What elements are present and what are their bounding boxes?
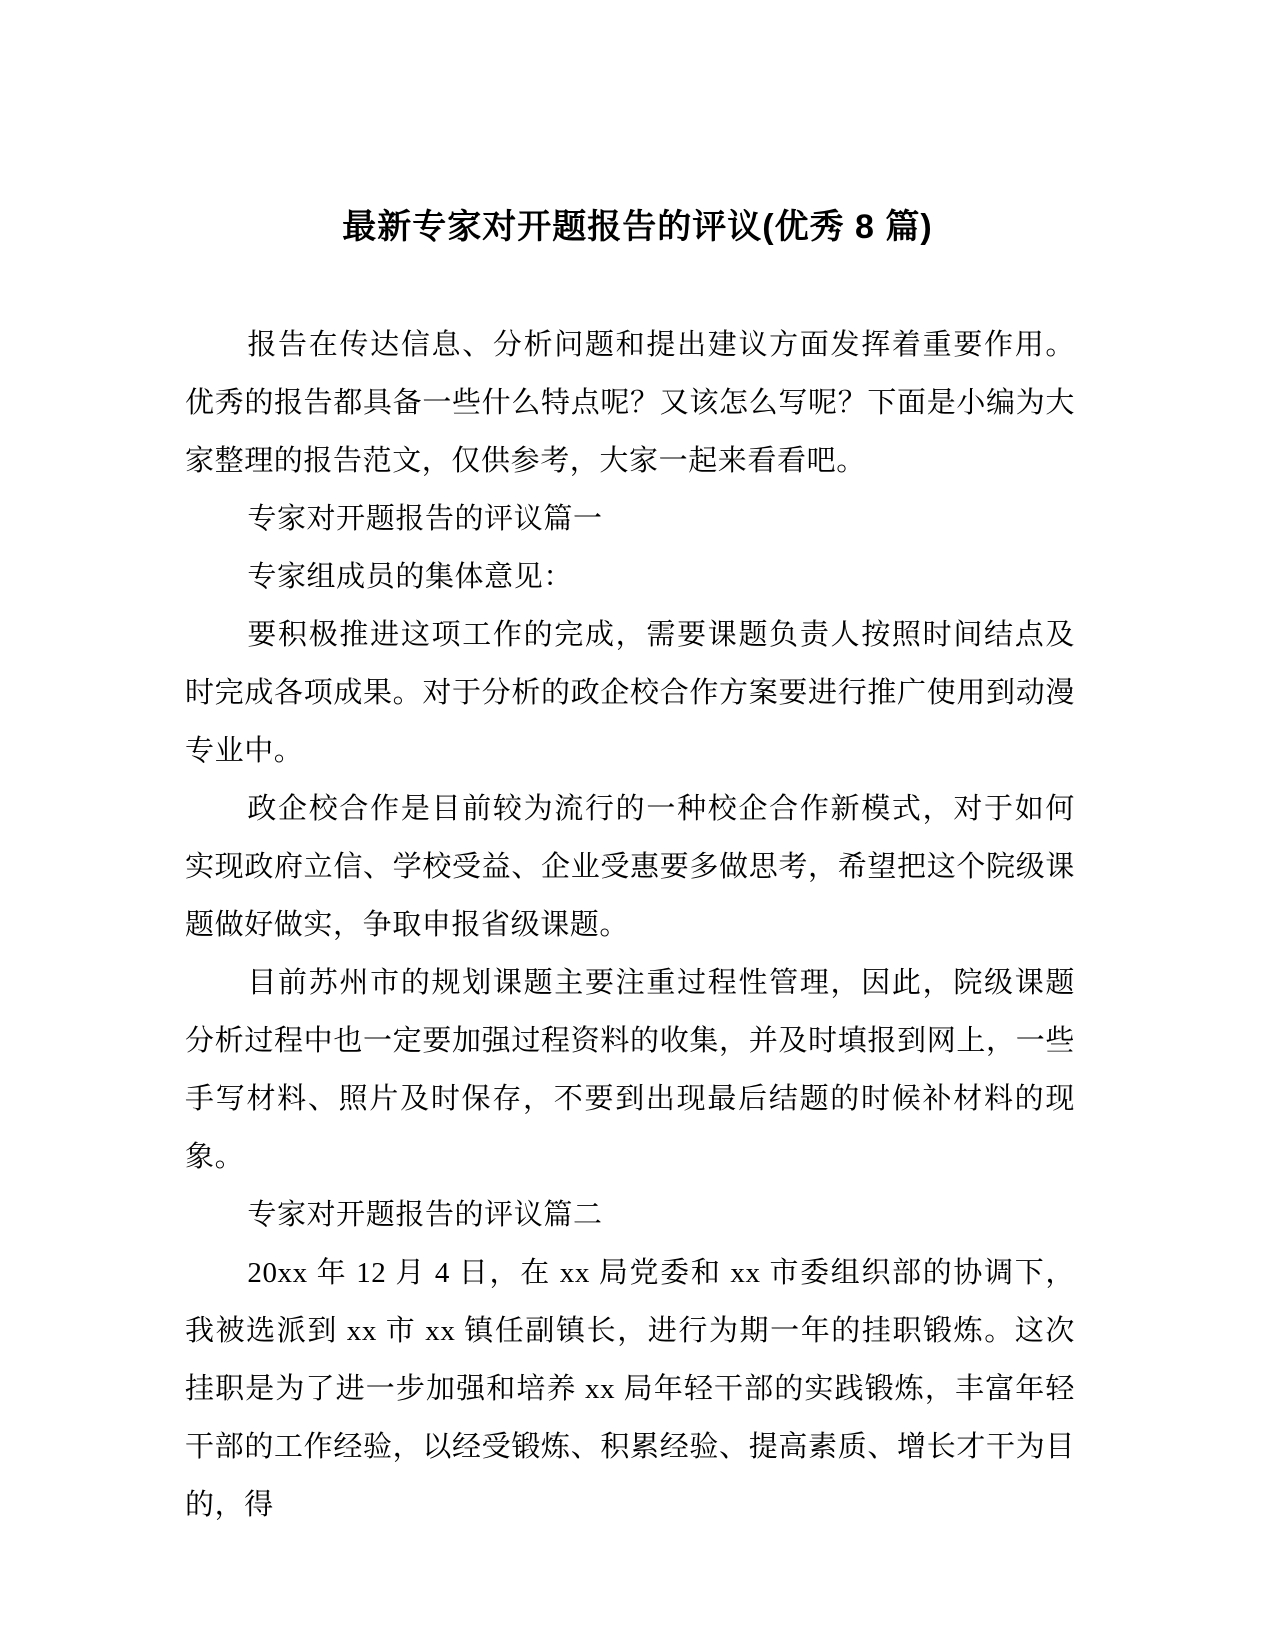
paragraph-opinion-2: 政企校合作是目前较为流行的一种校企合作新模式，对于如何实现政府立信、学校受益、企业受惠要多做思考，希望把这个院级课题做好做实，争取申报省级课题。 — [185, 793, 1075, 941]
paragraph-section-2-body: 20xx 年 12 月 4 日，在 xx 局党委和 xx 市委组织部的协调下，我被选派到 xx 市 xx 镇任副镇长，进行为期一年的挂职锻炼。这次挂职是为了进一步加强和培养 xx 局年轻干部的实践锻炼，丰富年轻干部的工作经验，以经受锻炼、积累经验、提高素质、增长才干为目的，得 — [185, 1257, 1075, 1521]
document-title: 最新专家对开题报告的评议(优秀 8 篇) — [342, 208, 933, 246]
paragraph-section-heading-2: 专家对开题报告的评议篇二 — [247, 1199, 603, 1231]
paragraph-intro: 报告在传达信息、分析问题和提出建议方面发挥着重要作用。优秀的报告都具备一些什么特点呢？又该怎么写呢？下面是小编为大家整理的报告范文，仅供参考，大家一起来看看吧。 — [185, 329, 1075, 477]
document-body — [185, 316, 1075, 1534]
paragraph-opinion-3: 目前苏州市的规划课题主要注重过程性管理，因此，院级课题分析过程中也一定要加强过程资料的收集，并及时填报到网上，一些手写材料、照片及时保存，不要到出现最后结题的时候补材料的现象。 — [185, 967, 1075, 1173]
paragraph-opinion-1: 要积极推进这项工作的完成，需要课题负责人按照时间结点及时完成各项成果。对于分析的政企校合作方案要进行推广使用到动漫专业中。 — [185, 619, 1075, 767]
paragraph-expert-opinion-label: 专家组成员的集体意见： — [247, 561, 573, 593]
paragraph-section-heading-1: 专家对开题报告的评议篇一 — [247, 503, 603, 535]
